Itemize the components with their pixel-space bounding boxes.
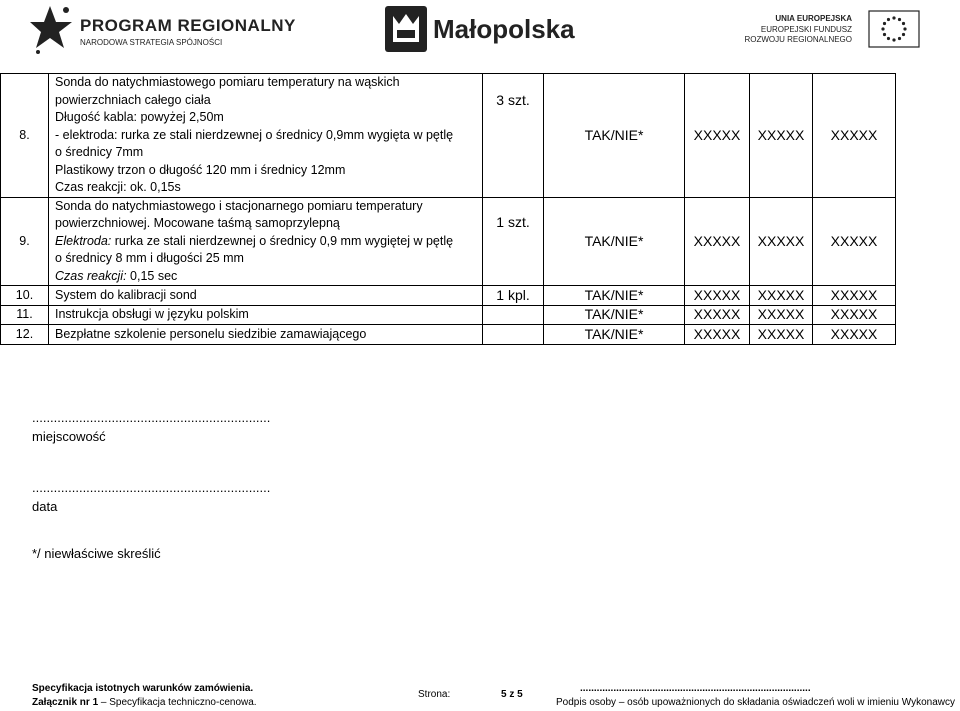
row-description: Bezpłatne szkolenie personelu siedzibie zamawiającego xyxy=(49,325,483,345)
row-description: Instrukcja obsługi w języku polskim xyxy=(49,306,483,325)
row-value-3: XXXXX xyxy=(813,325,896,345)
row-number: 10. xyxy=(1,286,49,306)
program-title: PROGRAM REGIONALNY xyxy=(80,16,296,35)
table-row xyxy=(1,286,896,306)
row-value-2: XXXXX xyxy=(750,197,813,286)
program-subtitle: NARODOWA STRATEGIA SPÓJNOŚCI xyxy=(80,38,223,47)
row-value-3: XXXXX xyxy=(813,197,896,286)
eu-logo xyxy=(744,14,920,48)
row-yes-no: TAK/NIE* xyxy=(544,306,685,325)
row-value-1: XXXXX xyxy=(685,74,750,198)
row-yes-no: TAK/NIE* xyxy=(544,74,685,198)
description-line: o średnicy 7mm xyxy=(55,145,144,159)
row-value-2: XXXXX xyxy=(750,286,813,306)
eu-flag-icon xyxy=(868,10,920,48)
row-number: 8. xyxy=(1,74,49,198)
row-number: 11. xyxy=(1,306,49,325)
description-text: rurka ze stali nierdzewnej o średnicy 0,9 mm wygiętej w pętlę xyxy=(111,233,454,248)
row-value-2: XXXXX xyxy=(750,325,813,345)
row-yes-no: TAK/NIE* xyxy=(544,286,685,306)
eu-line-1: UNIA EUROPEJSKA xyxy=(775,14,852,23)
row-quantity xyxy=(483,325,544,345)
row-value-1: XXXXX xyxy=(685,197,750,286)
table-row xyxy=(1,325,896,345)
eu-line-3: ROZWOJU REGIONALNEGO xyxy=(744,35,852,44)
malopolska-name: Małopolska xyxy=(433,14,575,44)
malopolska-emblem-icon xyxy=(385,6,427,52)
program-regionalny-logo xyxy=(30,2,296,58)
date-label: data xyxy=(32,499,58,514)
place-dots: .................................................................. xyxy=(32,410,271,425)
footer-page-label: Strona: xyxy=(418,689,451,700)
footer-attachment-title: – Specyfikacja techniczno-cenowa. xyxy=(100,697,257,708)
description-line: powierzchniach całego ciała xyxy=(55,92,211,107)
description-line: Czas reakcji: ok. 0,15s xyxy=(55,180,181,194)
description-line: Sonda do natychmiastowego pomiaru temperatury na wąskich xyxy=(55,75,400,89)
row-number: 9. xyxy=(1,197,49,286)
row-number: 12. xyxy=(1,325,49,345)
description-line: Długość kabla: powyżej 2,50m xyxy=(55,110,224,124)
row-value-3: XXXXX xyxy=(813,286,896,306)
description-line: Sonda do natychmiastowego i stacjonarnego pomiaru temperatury xyxy=(55,198,423,213)
row-value-1: XXXXX xyxy=(685,306,750,325)
description-line: o średnicy 8 mm i długości 25 mm xyxy=(55,251,244,265)
strike-note: */ niewłaściwe skreślić xyxy=(32,546,161,561)
place-label: miejscowość xyxy=(32,429,106,444)
table-row xyxy=(1,197,896,286)
row-value-2: XXXXX xyxy=(750,306,813,325)
row-quantity: 1 kpl. xyxy=(483,286,544,306)
eu-line-2: EUROPEJSKI FUNDUSZ xyxy=(760,24,852,34)
row-value-3: XXXXX xyxy=(813,74,896,198)
footer-attachment-number: Załącznik nr 1 xyxy=(32,697,99,708)
description-line: Plastikowy trzon o długość 120 mm i średnicy 12mm xyxy=(55,162,346,177)
specification-table xyxy=(0,73,896,345)
row-description xyxy=(49,197,483,286)
row-description: System do kalibracji sond xyxy=(49,286,483,306)
row-value-1: XXXXX xyxy=(685,325,750,345)
description-italic: Elektroda: xyxy=(55,233,112,248)
footer-attachment xyxy=(32,697,257,708)
row-yes-no: TAK/NIE* xyxy=(544,197,685,286)
malopolska-logo xyxy=(385,6,575,52)
row-yes-no: TAK/NIE* xyxy=(544,325,685,345)
page-header xyxy=(0,0,960,60)
row-value-2: XXXXX xyxy=(750,74,813,198)
row-description xyxy=(49,74,483,198)
row-value-3: XXXXX xyxy=(813,306,896,325)
footer-page-number: 5 z 5 xyxy=(501,689,523,700)
description-line xyxy=(55,268,482,286)
description-text: 0,15 sec xyxy=(126,268,178,283)
star-logo-icon xyxy=(30,2,76,58)
row-quantity xyxy=(483,306,544,325)
footer-signature-caption: Podpis osoby – osób upoważnionych do składania oświadczeń woli w imieniu Wykonawcy xyxy=(556,697,956,708)
table-row xyxy=(1,74,896,198)
description-line: - elektroda: rurka ze stali nierdzewnej o średnicy 0,9mm wygięta w pętlę xyxy=(55,127,454,142)
row-quantity: 1 szt. xyxy=(483,197,544,286)
description-italic: Czas reakcji: xyxy=(55,268,127,283)
table-row xyxy=(1,306,896,325)
eu-text xyxy=(744,14,852,46)
footer-doc-title: Specyfikacja istotnych warunków zamówienia. xyxy=(32,683,254,694)
date-dots: .................................................................. xyxy=(32,480,271,495)
description-line: powierzchniowej. Mocowane taśmą samoprzylepną xyxy=(55,216,340,230)
page-footer xyxy=(0,680,960,711)
row-quantity: 3 szt. xyxy=(483,74,544,198)
description-line xyxy=(55,233,482,251)
footer-signature-dots: ................................................................................... xyxy=(580,683,811,694)
row-value-1: XXXXX xyxy=(685,286,750,306)
